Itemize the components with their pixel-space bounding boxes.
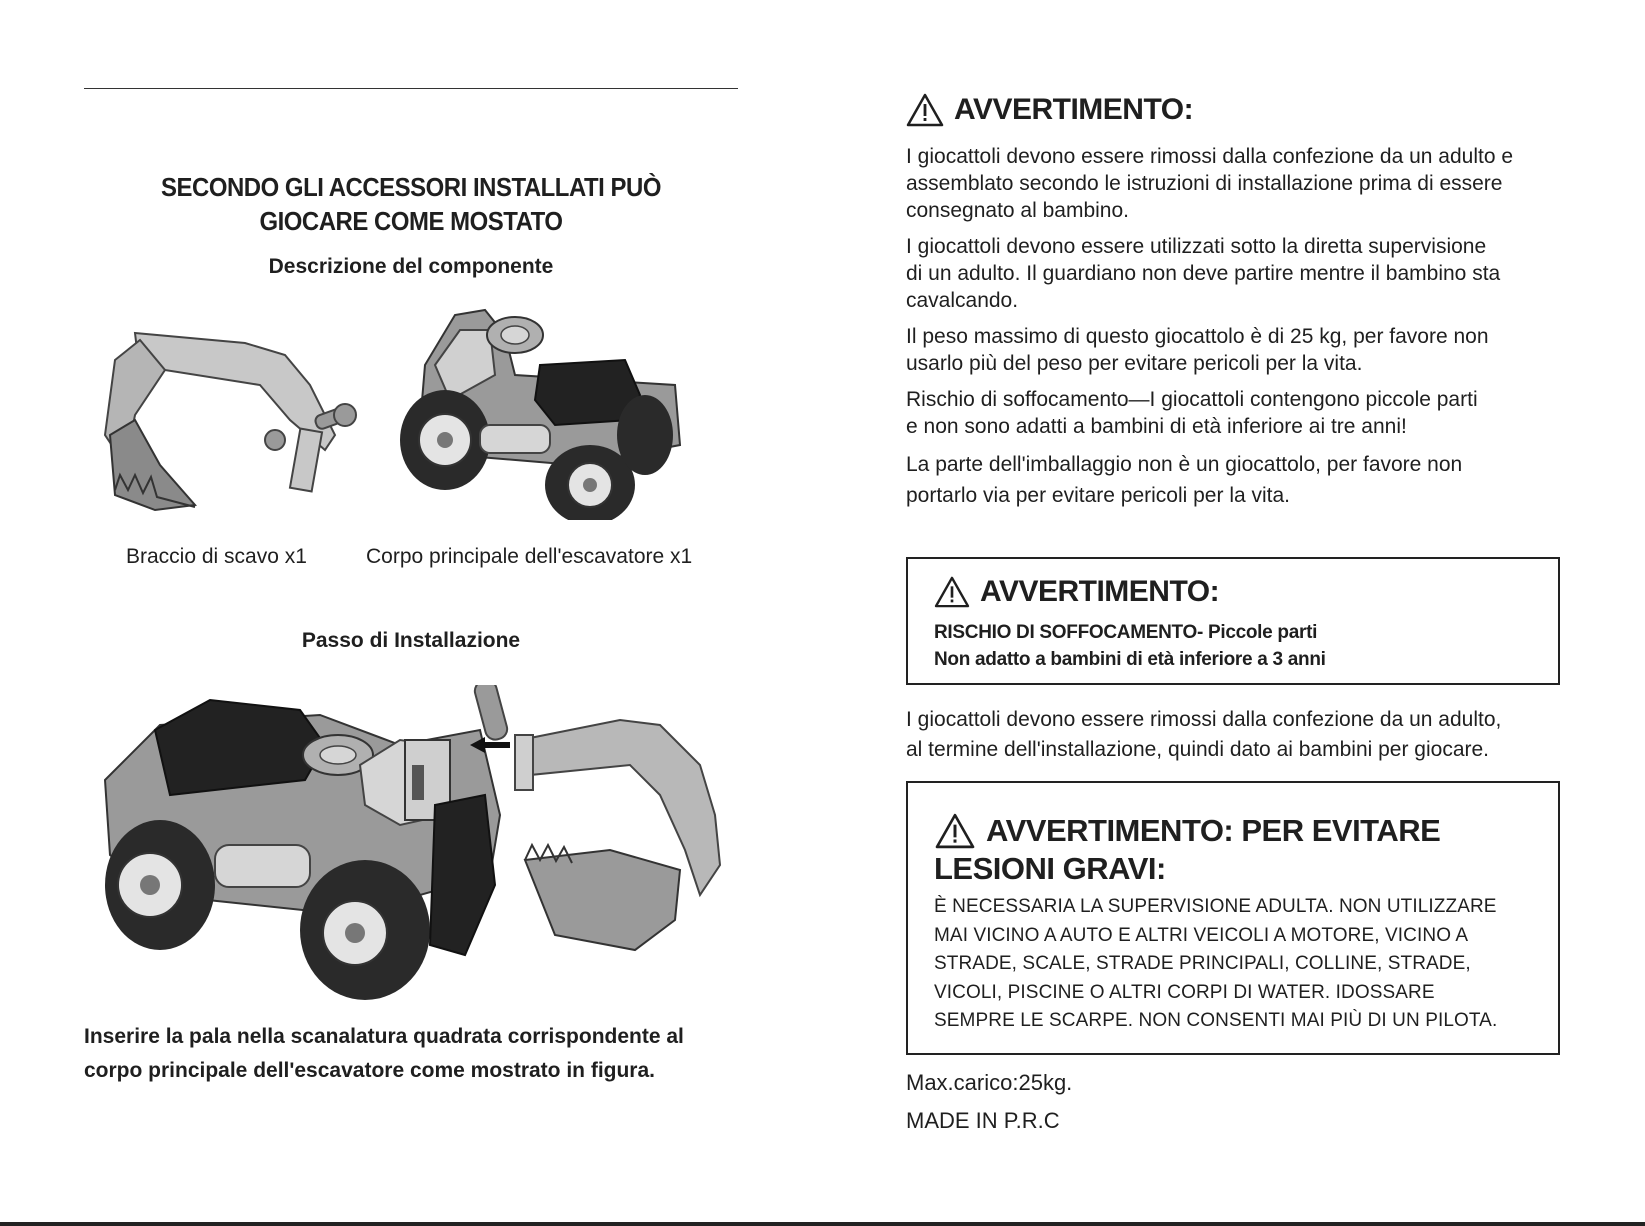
- made-in: MADE IN P.R.C: [906, 1108, 1060, 1133]
- serious-injury-warning-box: [906, 781, 1560, 1055]
- warning-1-heading: [906, 90, 1193, 130]
- assembly-note: [906, 705, 1566, 765]
- warning-triangle-icon: [934, 576, 970, 608]
- warning-1-title: AVVERTIMENTO:: [954, 93, 1194, 126]
- assembly-note-line-2: al termine dell'installazione, quindi dato ai bambini per giocare.: [906, 738, 1490, 761]
- box-2-body: [934, 893, 1532, 1036]
- box-1-line-1: RISCHIO DI SOFFOCAMENTO- Piccole parti: [934, 622, 1318, 643]
- warning-paragraph-4: Rischio di soffocamento—I giocattoli contengono piccole parti e non sono adatti a bambini di età inferiore ai tre anni!: [906, 388, 1478, 438]
- warning-paragraph-2: I giocattoli devono essere utilizzati sotto la diretta supervisione di un adulto. Il guardiano non deve partire mentre il bambino sta cavalcando.: [906, 235, 1501, 312]
- box-1-heading: [934, 573, 1532, 611]
- max-load: Max.carico:25kg.: [906, 1070, 1073, 1095]
- components-title: Descrizione del componente: [268, 255, 554, 278]
- caption-body: Corpo principale dell'escavatore x1: [366, 545, 693, 568]
- bottom-rule: [0, 1222, 1645, 1226]
- box-2-line: VICOLI, PISCINE O ALTRI CORPI DI WATER. IDOSSARE: [934, 981, 1435, 1003]
- instruction-line-2: corpo principale dell'escavatore come mostrato in figura.: [84, 1059, 655, 1082]
- install-title: Passo di Installazione: [301, 629, 521, 652]
- warning-paragraph-1: I giocattoli devono essere rimossi dalla confezione da un adulto e assemblato secondo le istruzioni di installazione prima di essere consegnato al bambino.: [906, 145, 1514, 222]
- instruction-line-1: Inserire la pala nella scanalatura quadrata corrispondente al: [84, 1025, 684, 1048]
- box-2-line: STRADE, SCALE, STRADE PRINCIPALI, COLLINE, STRADE,: [934, 953, 1471, 974]
- assembly-illustration: [100, 685, 735, 1010]
- box-1-title: AVVERTIMENTO:: [980, 575, 1220, 608]
- box-2-title-line-2: LESIONI GRAVI:: [934, 851, 1166, 886]
- box-2-line: SEMPRE LE SCARPE. NON CONSENTI MAI PIÙ DI UN PILOTA.: [934, 1010, 1498, 1031]
- box-1-line-2: Non adatto a bambini di età inferiore a 3 anni: [934, 649, 1326, 670]
- box-2-line: È NECESSARIA LA SUPERVISIONE ADULTA. NON UTILIZZARE: [934, 896, 1497, 917]
- warning-1-body: [906, 143, 1566, 520]
- heading-line-1: SECONDO GLI ACCESSORI INSTALLATI PUÒ: [161, 172, 661, 202]
- box-2-title-line-1: AVVERTIMENTO: PER EVITARE: [986, 813, 1441, 848]
- top-rule: [84, 88, 738, 89]
- caption-arm: Braccio di scavo x1: [126, 545, 307, 568]
- assembly-note-line-1: I giocattoli devono essere rimossi dalla confezione da un adulto,: [906, 708, 1502, 731]
- excavator-body-illustration: [395, 305, 695, 520]
- warning-paragraph-3: Il peso massimo di questo giocattolo è di 25 kg, per favore non usarlo più del peso per evitare pericoli per la vita.: [906, 325, 1489, 375]
- excavator-arm-illustration: [95, 325, 365, 530]
- box-2-line: MAI VICINO A AUTO E ALTRI VEICOLI A MOTORE, VICINO A: [934, 924, 1469, 946]
- warning-paragraph-5: La parte dell'imballaggio non è un giocattolo, per favore non portarlo via per evitare pericoli per la vita.: [906, 453, 1463, 507]
- heading-line-2: GIOCARE COME MOSTATO: [259, 206, 563, 236]
- box-2-heading: [934, 811, 1532, 851]
- warning-triangle-icon: [934, 813, 976, 849]
- instruction-text: [84, 1020, 784, 1088]
- choking-warning-box: [906, 557, 1560, 685]
- heading: [110, 170, 712, 238]
- warning-triangle-icon: [906, 93, 944, 127]
